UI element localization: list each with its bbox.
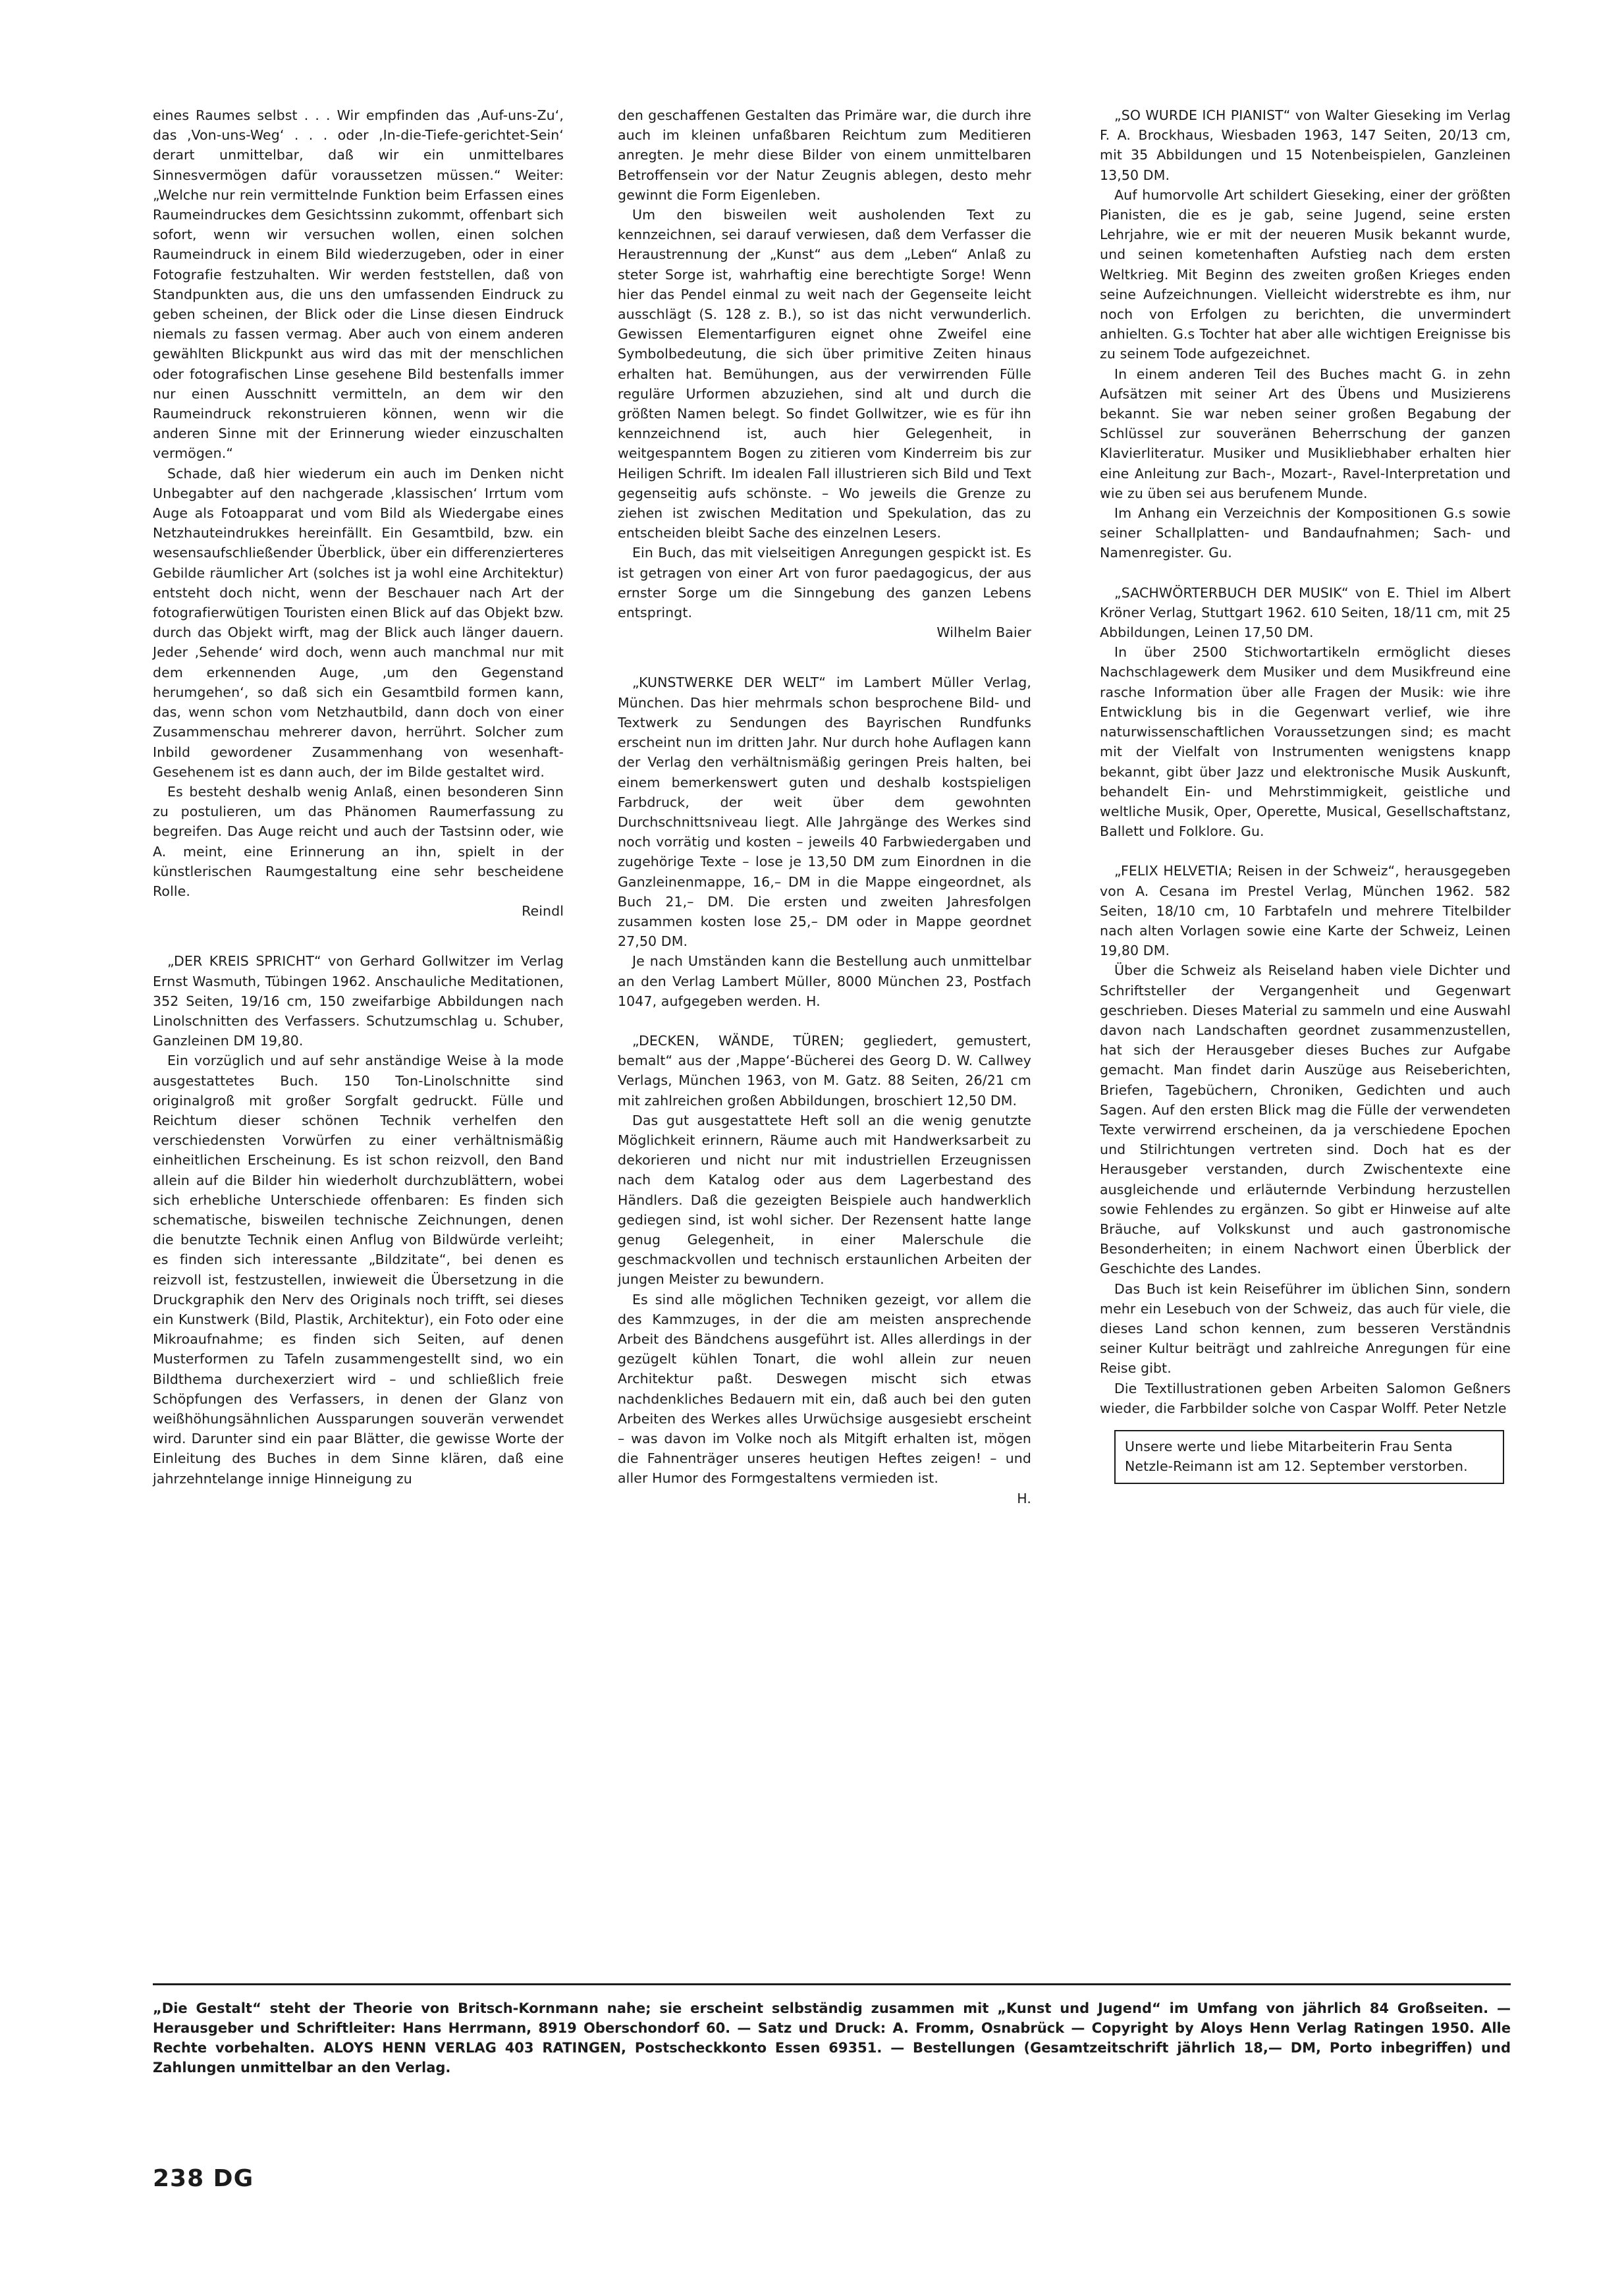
paragraph: Schade, daß hier wiederum ein auch im Denken nicht Unbegabter auf den nachgerade ‚klassischen‘ Irrtum vom Auge als Fotoapparat und vom Bild als Wiedergabe eines Netzhauteindrukkes hereinfällt. Ein Gesamtbild, bzw. ein wesensaufschließender Überblick, über ein differenzierteres Gebilde räumlicher Art (solches ist ja wohl eine Architektur) entsteht doch nicht, wenn der Beschauer nach Art der fotografierwütigen Touristen einen Blick auf das Objekt bzw. durch das Objekt wirft, mag der Blick auch länger dauern. Jeder ‚Sehende‘ wird doch, wenn auch manchmal nur mit dem erkennenden Auge, ‚um den Gegenstand herumgehen‘, so daß sich ein Gesamtbild formen kann, das, wenn schon vom Netzhautbild, dann doch von einer Zusammenschau mehrerer davon, herrührt. Solcher zum Inbild gewordener Zusammenhang von wesenhaft-Gesehenem ist es dann auch, der im Bilde gestaltet wird. (153, 465, 564, 780)
review-heading: „KUNSTWERKE DER WELT“ im Lambert Müller Verlag, München. Das hier mehrmals schon besprochene Bild- und Textwerk zu Sendungen des Bayrischen Rundfunks erscheint nun im dritten Jahr. Nur durch hohe Auflagen kann der Verlag den verhältnismäßig geringen Preis halten, bei einem bemerkenswert guten und deshalb kostspieligen Farbdruck, der weit über dem gewohnten Durchschnittsniveau liegt. Alle Jahrgänge des Werkes sind noch vorrätig und kosten – jeweils 40 Farbwiedergaben und zugehörige Texte – lose je 13,50 DM zum Einordnen in die Ganzleinenmappe, 16,– DM in die Mappe eingeordnet, als Buch 21,– DM. Die ersten und zweiten Jahresfolgen zusammen kosten lose 25,– DM oder in Mappe geordnet 27,50 DM. (618, 674, 1031, 950)
paragraph: Je nach Umständen kann die Bestellung auch unmittelbar an den Verlag Lambert Müller, 8000 München 23, Postfach 1047, aufgegeben werden. H. (618, 953, 1031, 1009)
author-signature: H. (1017, 1490, 1031, 1506)
paragraph: Über die Schweiz als Reiseland haben viele Dichter und Schriftsteller der Vergangenheit und Gegenwart geschrieben. Dieses Material zu sammeln und eine Auswahl davon nach Landschaften geordnet zusammenzustellen, hat sich der Herausgeber dieses Buches zur Aufgabe gemacht. Man findet darin Auszüge aus Reiseberichten, Briefen, Tagebüchern, Chroniken, Gedichten und auch Sagen. Auf den ersten Blick mag die Fülle der verwendeten Texte verwirrend erscheinen, da ja verschiedene Epochen und Stilrichtungen vertreten sind. Doch hat es der Herausgeber verstanden, durch Zwischentexte eine ausgleichende und erläuternde Verbindung herzustellen sowie Fehlendes zu ergänzen. So gibt er Hinweise auf alte Bräuche, auf Volkskunst und auch gastronomische Besonderheiten; in einem Nachwort einen Überblick der Geschichte des Landes. (1100, 962, 1511, 1277)
footer-rule (153, 1983, 1511, 1985)
text-column-3 (1100, 105, 1511, 1484)
paragraph: den geschaffenen Gestalten das Primäre war, die durch ihre auch im kleinen unfaßbaren Reichtum zum Meditieren anregten. Je mehr diese Bilder von einem unmittelbaren Betroffensein vor der Natur Zeugnis ablegen, desto mehr gewinnt die Form Eigenleben. (618, 107, 1031, 203)
review-heading: „SACHWÖRTERBUCH DER MUSIK“ von E. Thiel im Albert Kröner Verlag, Stuttgart 1962. 610 Seiten, 18/11 cm, mit 25 Abbildungen, Leinen 17,50 DM. (1100, 584, 1511, 641)
paragraph: Im Anhang ein Verzeichnis der Kompositionen G.s sowie seiner Schallplatten- und Bandaufnahmen; Sach- und Namenregister. Gu. (1100, 505, 1511, 561)
paragraph: In über 2500 Stichwortartikeln ermöglicht dieses Nachschlagewerk dem Musiker und dem Musikfreund eine rasche Information über alle Fragen der Musik: wie ihre Entwicklung bis in die Gegenwart verlief, wie ihre naturwissenschaftlichen Voraussetzungen sind; es macht mit der Vielfalt von Instrumenten wenigstens knapp bekannt, gibt über Jazz und elektronische Musik Auskunft, behandelt Ein- und Mehrstimmigkeit, geistliche und weltliche Musik, Oper, Operette, Musical, Gesellschaftstanz, Ballett und Folklore. Gu. (1100, 644, 1511, 840)
obituary-notice-box (1114, 1430, 1504, 1484)
review-heading: „DER KREIS SPRICHT“ von Gerhard Gollwitzer im Verlag Ernst Wasmuth, Tübingen 1962. Anschauliche Meditationen, 352 Seiten, 19/16 cm, 150 zweifarbige Abbildungen nach Linolschnitten des Verfassers. Schutzumschlag u. Schuber, Ganzleinen DM 19,80. (153, 953, 564, 1049)
review-heading: „DECKEN, WÄNDE, TÜREN; gegliedert, gemustert, bemalt“ aus der ‚Mappe‘-Bücherei des Georg D. W. Callwey Verlags, München 1963, von M. Gatz. 88 Seiten, 26/21 cm mit zahlreichen großen Abbildungen, broschiert 12,50 DM. (618, 1032, 1031, 1109)
paragraph: Es besteht deshalb wenig Anlaß, einen besonderen Sinn zu postulieren, um das Phänomen Raumerfassung zu begreifen. Das Auge reicht und auch der Tastsinn oder, wie A. meint, eine Erinnerung an ihn, spielt in der künstlerischen Raumgestaltung eine sehr bescheidene Rolle. (153, 783, 564, 899)
author-signature: Wilhelm Baier (936, 624, 1031, 641)
review-heading: „FELIX HELVETIA; Reisen in der Schweiz“, herausgegeben von A. Cesana im Prestel Verlag, München 1962. 582 Seiten, 18/10 cm, 10 Farbtafeln und mehrere Titelbilder nach alten Vorlagen sowie eine Karte der Schweiz, Leinen 19,80 DM. (1100, 863, 1511, 959)
paragraph: eines Raumes selbst . . . Wir empfinden das ‚Auf-uns-Zu‘, das ‚Von-uns-Weg‘ . . . oder ‚In-die-Tiefe-gerichtet-Sein‘ derart unmittelbar, daß wir ein unmittelbares Sinnesvermögen dafür voraussetzen müssen.“ Weiter: „Welche nur rein vermittelnde Funktion beim Erfassen eines Raumeindruckes dem Gesichtssinn zukommt, offenbart sich sofort, wenn wir versuchen wollen, einen solchen Raumeindruck in einem Bild wiederzugeben, oder in einer Fotografie festzuhalten. Wir werden feststellen, daß von Standpunkten aus, die uns den umfassenden Eindruck zu geben scheinen, der Blick oder die Linse diesen Eindruck niemals zu fassen vermag. Aber auch von einem anderen gewählten Blickpunkt aus wird das mit der menschlichen oder fotografischen Linse gesehene Bild bestenfalls immer nur einen Ausschnitt vermitteln, an dem wir den Raumeindruck rekonstruieren können, wenn wir die anderen Sinne mit der Erinnerung wieder einzuschalten vermögen.“ (153, 107, 564, 462)
text-column-2 (618, 105, 1031, 1508)
review-heading: „SO WURDE ICH PIANIST“ von Walter Gieseking im Verlag F. A. Brockhaus, Wiesbaden 1963, 147 Seiten, 20/13 cm, mit 35 Abbildungen und 15 Notenbeispielen, Ganzleinen 13,50 DM. (1100, 107, 1511, 183)
page-number: 238 DG (153, 2165, 254, 2192)
colophon-text: „Die Gestalt“ steht der Theorie von Britsch-Kornmann nahe; sie erscheint selbständig zusammen mit „Kunst und Jugend“ im Umfang von jährlich 84 Großseiten. — Herausgeber und Schriftleiter: Hans Herrmann, 8919 Oberschondorf 60. — Satz und Druck: A. Fromm, Osnabrück — Copyright by Aloys Henn Verlag Ratingen 1950. Alle Rechte vorbehalten. ALOYS HENN VERLAG 403 RATINGEN, Postscheckkonto Essen 69351. — Bestellungen (Gesamtzeitschrift jährlich 18,— DM, Porto inbegriffen) und Zahlungen unmittelbar an den Verlag. (153, 2000, 1511, 2076)
paragraph: Das gut ausgestattete Heft soll an die wenig genutzte Möglichkeit erinnern, Räume auch mit Handwerksarbeit zu dekorieren und nicht nur mit industriellen Erzeugnissen nach dem Katalog oder aus dem Lagerbestand des Händlers. Daß die gezeigten Beispiele auch handwerklich gediegen sind, ist wohl sicher. Der Rezensent hatte lange genug Gelegenheit, in einer Malerschule die geschmackvollen und technisch erstaunlichen Arbeiten der jungen Meister zu bewundern. (618, 1112, 1031, 1288)
paragraph: Das Buch ist kein Reiseführer im üblichen Sinn, sondern mehr ein Lesebuch von der Schweiz, das auch für viele, die dieses Land schon kennen, zum besseren Verständnis seiner Kultur beiträgt und zahlreiche Anregungen für eine Reise gibt. (1100, 1280, 1511, 1377)
paragraph: Um den bisweilen weit ausholenden Text zu kennzeichnen, sei darauf verwiesen, daß dem Verfasser die Heraustrennung der „Kunst“ aus dem „Leben“ Anlaß zu steter Sorge ist, wahrhaftig eine berechtigte Sorge! Wenn hier das Pendel einmal zu weit nach der Gegenseite leicht ausschlägt (S. 128 z. B.), so ist das nicht verwunderlich. Gewissen Elementarfiguren eignet ohne Zweifel eine Symbolbedeutung, die sich über primitive Zeiten hinaus erhalten hat. Bemühungen, aus der verwirrenden Fülle reguläre Urformen abzuziehen, sind alt und durch die größten Namen belegt. So findet Gollwitzer, wie es für ihn kennzeichnend ist, auch hier Gelegenheit, in weitgespanntem Bogen zu zitieren vom Kinderreim bis zur Heiligen Schrift. Im idealen Fall illustrieren sich Bild und Text gegenseitig aufs schönste. – Wo jeweils die Grenze zu ziehen ist zwischen Meditation und Spekulation, das zu entscheiden bleibt Sache des einzelnen Lesers. (618, 207, 1031, 541)
paragraph: Auf humorvolle Art schildert Gieseking, einer der größten Pianisten, die es je gab, seine Jugend, seine ersten Lehrjahre, wie er mit der neueren Musik bekannt wurde, und seinen kometenhaften Aufstieg nach dem ersten Weltkrieg. Mit Beginn des zweiten großen Krieges enden seine Aufzeichnungen. Vielleicht widerstrebte es ihm, nur noch von Erfolgen zu berichten, die unvermindert anhielten. G.s Tochter hat aber alle wichtigen Ereignisse bis zu seinem Tode aufgezeichnet. (1100, 186, 1511, 362)
text-column-1 (153, 105, 564, 1489)
author-signature: Reindl (522, 903, 564, 920)
paragraph: Die Textillustrationen geben Arbeiten Salomon Geßners wieder, die Farbbilder solche von Caspar Wolff. Peter Netzle (1100, 1380, 1511, 1416)
colophon (153, 1998, 1511, 2077)
paragraph: In einem anderen Teil des Buches macht G. in zehn Aufsätzen mit seiner Art des Übens und Musizierens bekannt. Sie war neben seiner großen Begabung der Schlüssel zur souveränen Beherrschung der ganzen Klavierliteratur. Musiker und Musikliebhaber erhalten hier eine Anleitung zur Bach-, Mozart-, Ravel-Interpretation und wie zu üben sei aus berufenem Munde. (1100, 366, 1511, 501)
paragraph: Es sind alle möglichen Techniken gezeigt, vor allem die des Kammzuges, in der die am meisten ansprechende Arbeit des Bändchens ausgeführt ist. Alles allerdings in der gezügelt kühlen Tonart, die wohl allein zur neuen Architektur paßt. Deswegen mischt sich etwas nachdenkliches Bedauern mit ein, daß auch bei den guten Arbeiten des Werkes alles Urwüchsige ausgesiebt erscheint – was davon im Volke noch als Mitgift erhalten ist, mögen die Fahnenträger unseres heutigen Heftes zeigen! – und aller Humor des Formgestaltens vermieden ist. (618, 1291, 1031, 1487)
obituary-notice-text: Unsere werte und liebe Mitarbeiterin Frau Senta Netzle-Reimann ist am 12. September verstorben. (1125, 1439, 1468, 1475)
paragraph: Ein vorzüglich und auf sehr anständige Weise à la mode ausgestattetes Buch. 150 Ton-Linolschnitte sind originalgroß mit großer Sorgfalt gedruckt. Fülle und Reichtum dieser schönen Technik verhelfen den verschiedensten Vorwürfen zu einer verhältnismäßig einheitlichen Erscheinung. Es ist schon reizvoll, den Band allein auf die Bilder hin wiederholt durchzublättern, wobei sich erhebliche Unterschiede offenbaren: Es finden sich schematische, bisweilen technische Zeichnungen, denen die benutzte Technik einen Anflug von Bildwürde verleiht; es finden sich interessante „Bildzitate“, bei denen es reizvoll ist, festzustellen, inwieweit die Übersetzung in die Druckgraphik den Nerv des Originals noch trifft, sei dieses ein Kunstwerk (Bild, Plastik, Architektur), ein Foto oder eine Mikroaufnahme; es finden sich Seiten, auf denen Musterformen zu Tafeln zusammengestellt sind, wo ein Bildthema durchexerziert wird – und schließlich freie Schöpfungen des Verfassers, in denen der Glanz von weißhöhungsähnlichen Aussparungen souverän verwendet wird. Darunter sind ein paar Blätter, die gewisse Worte der Einleitung des Buches in dem Sinne klären, daß eine jahrzehntelange innige Hinneigung zu (153, 1053, 564, 1487)
paragraph: Ein Buch, das mit vielseitigen Anregungen gespickt ist. Es ist getragen von einer Art von furor paedagogicus, der aus ernster Sorge um die Sinngebung des ganzen Lebens entspringt. (618, 545, 1031, 621)
